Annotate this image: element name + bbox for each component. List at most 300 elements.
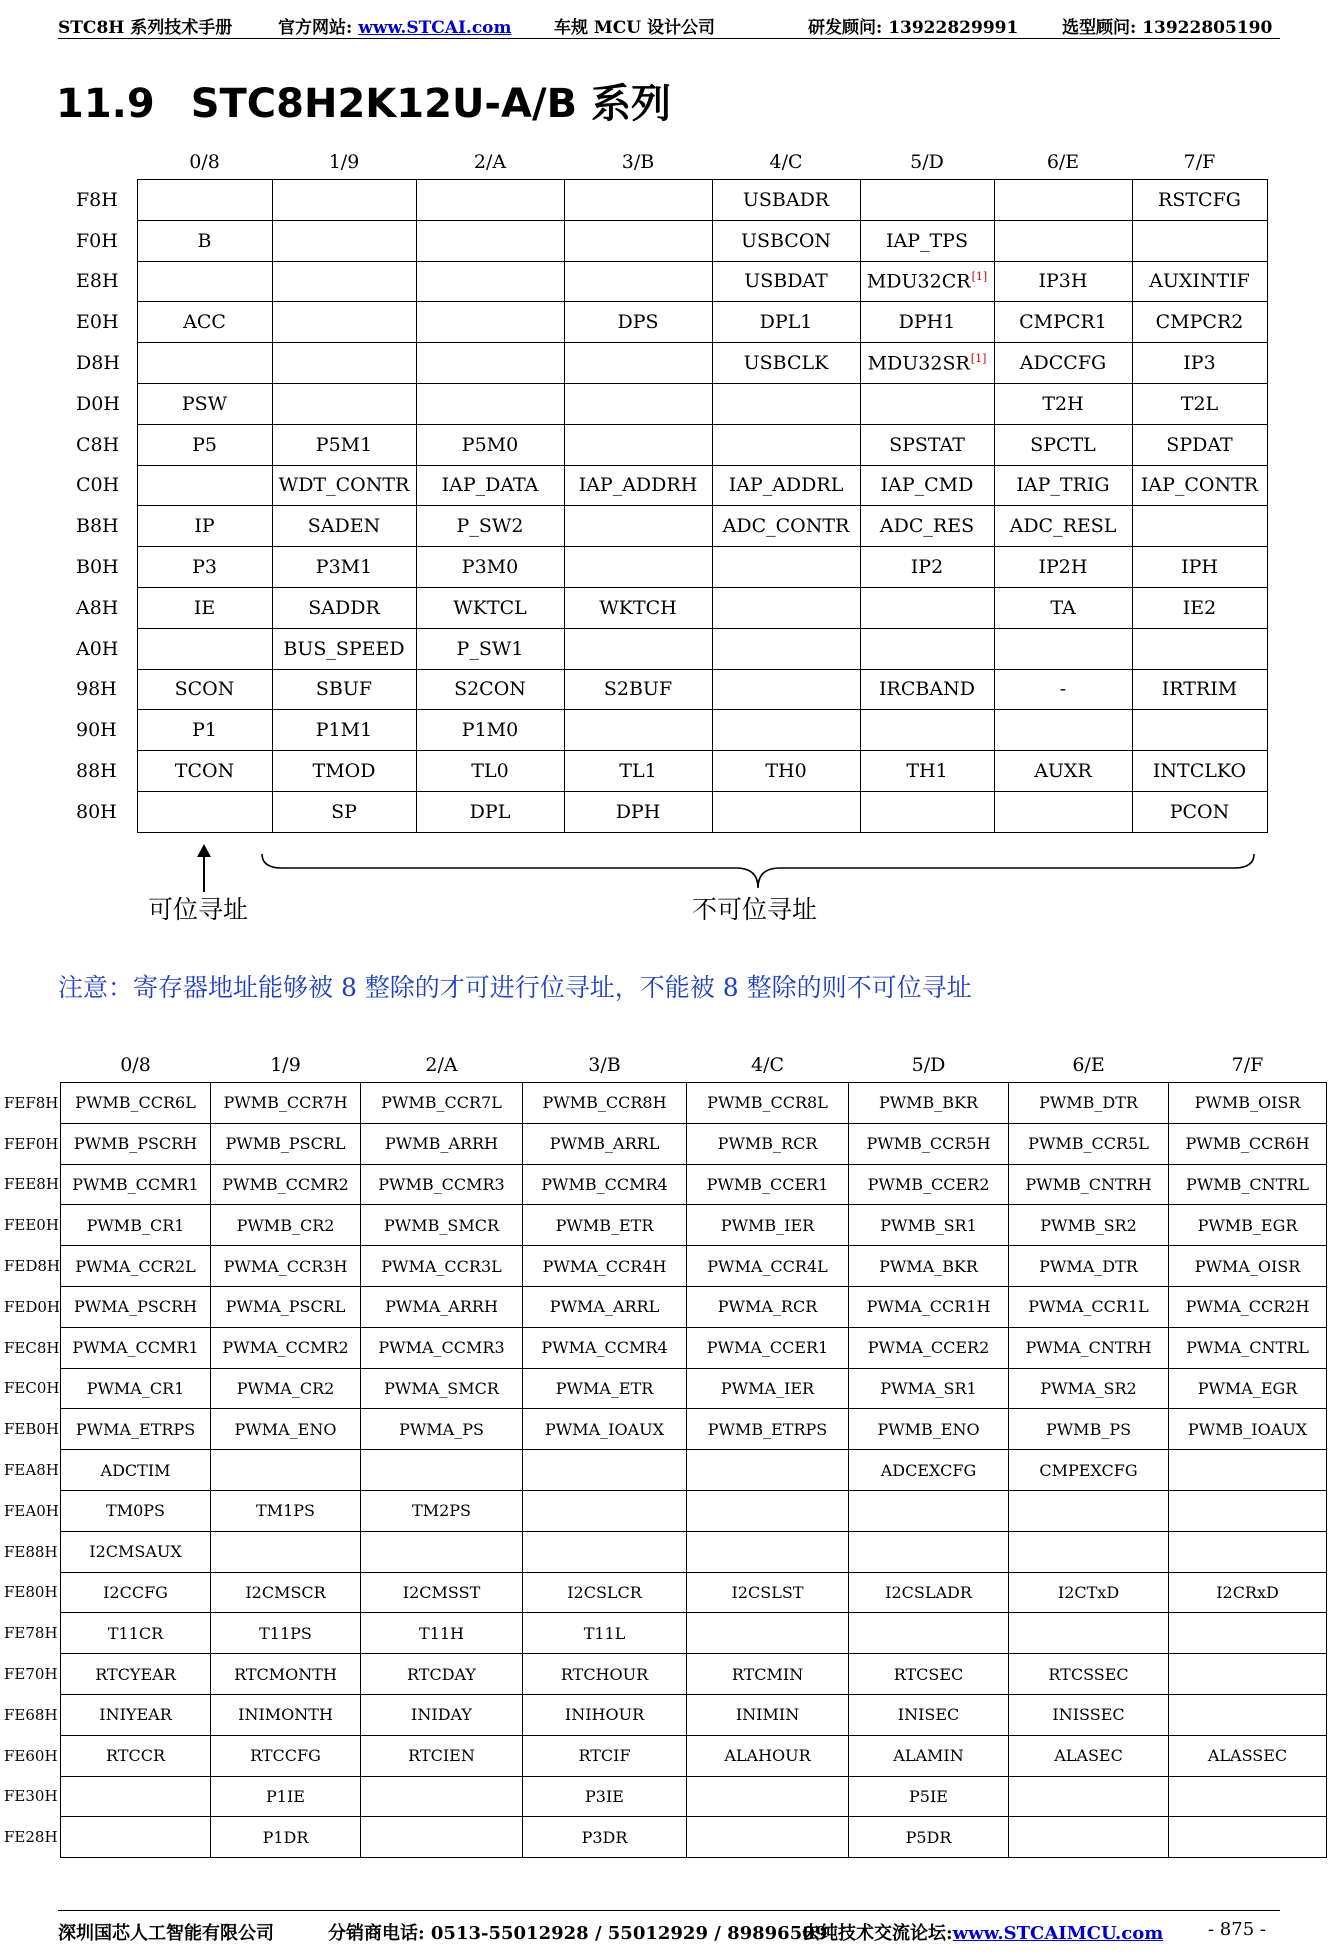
register-cell xyxy=(137,751,272,792)
register-name: P5IE xyxy=(909,1786,948,1806)
register-cell xyxy=(994,261,1132,302)
register-name: CMPEXCFG xyxy=(1039,1460,1138,1480)
register-cell xyxy=(272,506,416,547)
register-name: I2CTxD xyxy=(1057,1582,1120,1602)
register-name: TMOD xyxy=(312,760,376,783)
footnote-mark: [1] xyxy=(970,351,987,365)
register-cell xyxy=(1132,180,1267,221)
corner xyxy=(2,1048,61,1083)
table-row xyxy=(2,1613,1327,1654)
register-name: PCON xyxy=(1169,800,1230,823)
register-cell xyxy=(712,669,860,710)
register-cell xyxy=(849,1776,1009,1817)
register-cell xyxy=(1132,302,1267,343)
register-cell xyxy=(687,1817,849,1858)
table-row xyxy=(2,1368,1327,1409)
register-name: PWMA_PS xyxy=(399,1419,484,1439)
register-cell xyxy=(416,220,564,261)
register-name: TM1PS xyxy=(256,1501,315,1521)
register-cell xyxy=(211,1613,361,1654)
table-row xyxy=(2,1164,1327,1205)
row-address: C0H xyxy=(76,474,120,497)
register-name: RTCYEAR xyxy=(95,1664,176,1684)
register-name: P3IE xyxy=(585,1786,624,1806)
register-name: INISSEC xyxy=(1052,1705,1125,1725)
register-name: PWMA_CCR2H xyxy=(1185,1297,1310,1317)
register-name: T11L xyxy=(583,1623,626,1643)
register-cell xyxy=(994,220,1132,261)
table-row xyxy=(2,1450,1327,1491)
register-name: PWMB_SMCR xyxy=(384,1215,499,1235)
column-header: 6/E xyxy=(1072,1054,1105,1076)
row-address: FEE0H xyxy=(4,1216,59,1235)
register-cell xyxy=(994,424,1132,465)
register-cell xyxy=(1009,1776,1169,1817)
row-address: FEA8H xyxy=(4,1461,59,1480)
register-cell xyxy=(211,1327,361,1368)
register-cell xyxy=(361,1368,523,1409)
register-cell xyxy=(61,1694,211,1735)
register-name: PWMA_IER xyxy=(720,1378,815,1398)
register-name: ADCEXCFG xyxy=(880,1460,977,1480)
row-address: FE28H xyxy=(4,1828,58,1847)
register-name: IPH xyxy=(1181,556,1218,579)
row-address: B8H xyxy=(76,515,119,538)
register-name: PWMB_OISR xyxy=(1194,1093,1301,1113)
table-row xyxy=(2,1490,1327,1531)
note-text: 注意：寄存器地址能够被 8 整除的才可进行位寻址，不能被 8 整除的则不可位寻址 xyxy=(58,973,972,1002)
table-row xyxy=(62,383,1267,424)
register-name: I2CSLADR xyxy=(885,1582,972,1602)
register-name: PWMA_CCER1 xyxy=(706,1338,829,1358)
register-cell xyxy=(523,1450,687,1491)
register-cell xyxy=(849,1123,1009,1164)
register-cell xyxy=(849,1572,1009,1613)
register-name: ALASEC xyxy=(1054,1746,1123,1766)
register-cell xyxy=(272,669,416,710)
register-name: DPH1 xyxy=(898,311,956,334)
register-cell xyxy=(211,1776,361,1817)
register-name: SBUF xyxy=(315,678,373,701)
register-name: PWMA_CCR2L xyxy=(75,1256,196,1276)
register-name: INIMIN xyxy=(735,1705,800,1725)
register-name: IAP_TPS xyxy=(886,229,968,252)
register-name: IAP_ADDRH xyxy=(578,474,698,497)
register-cell xyxy=(1169,1735,1327,1776)
column-header: 1/9 xyxy=(328,151,360,173)
register-name: PWMA_PSCRL xyxy=(225,1297,346,1317)
register-cell xyxy=(1009,1531,1169,1572)
register-name: PWMA_CCMR4 xyxy=(541,1338,668,1358)
register-cell xyxy=(1009,1572,1169,1613)
register-name: T2L xyxy=(1180,392,1219,415)
register-name: PWMA_CCMR3 xyxy=(378,1338,505,1358)
register-cell xyxy=(137,587,272,628)
row-address: FE78H xyxy=(4,1624,58,1643)
register-cell xyxy=(416,587,564,628)
register-cell xyxy=(712,791,860,832)
register-name: PWMB_CR2 xyxy=(236,1215,335,1235)
register-cell xyxy=(564,383,712,424)
section-text: STC8H2K12U-A/B 系列 xyxy=(190,81,672,127)
row-address: FE88H xyxy=(4,1542,58,1561)
register-name: IAP_CMD xyxy=(880,474,974,497)
register-cell xyxy=(564,710,712,751)
register-name: PWMA_ENO xyxy=(234,1419,337,1439)
row-address: FEC0H xyxy=(4,1379,60,1398)
table-row xyxy=(62,710,1267,751)
register-name: - xyxy=(1059,678,1067,701)
footer-forum xyxy=(802,1919,1163,1945)
row-address: 88H xyxy=(76,760,117,783)
register-cell xyxy=(687,1327,849,1368)
row-address: F8H xyxy=(76,188,118,211)
register-cell xyxy=(1009,1205,1169,1246)
register-cell xyxy=(687,1490,849,1531)
register-cell xyxy=(272,343,416,384)
register-name: P1M1 xyxy=(315,719,373,742)
register-name: RTCIF xyxy=(578,1746,631,1766)
row-address: FEA0H xyxy=(4,1501,59,1520)
register-name: PWMA_PSCRH xyxy=(73,1297,198,1317)
row-address: 98H xyxy=(76,678,117,701)
table-row xyxy=(2,1654,1327,1695)
register-cell xyxy=(361,1286,523,1327)
register-cell xyxy=(687,1409,849,1450)
register-name: I2CMSST xyxy=(402,1582,481,1602)
forum-label: 去纯技术交流论坛: xyxy=(802,1923,953,1944)
register-name: P1M0 xyxy=(461,719,519,742)
register-cell xyxy=(361,1083,523,1124)
register-cell xyxy=(564,791,712,832)
register-name: PWMA_CCER2 xyxy=(867,1338,990,1358)
register-name: IP3H xyxy=(1038,270,1088,293)
register-cell xyxy=(272,710,416,751)
register-cell xyxy=(137,628,272,669)
register-cell xyxy=(61,1450,211,1491)
register-cell xyxy=(211,1083,361,1124)
register-cell xyxy=(1009,1817,1169,1858)
register-cell xyxy=(1132,343,1267,384)
register-cell xyxy=(272,302,416,343)
register-cell xyxy=(849,1286,1009,1327)
register-cell xyxy=(860,669,994,710)
register-cell xyxy=(564,424,712,465)
register-cell xyxy=(523,1613,687,1654)
register-cell xyxy=(361,1205,523,1246)
register-cell xyxy=(1009,1286,1169,1327)
page-footer xyxy=(58,1910,1280,1947)
table-row xyxy=(2,1123,1327,1164)
register-name: PWMA_SR2 xyxy=(1040,1378,1137,1398)
register-name: PWMA_CCR1L xyxy=(1028,1297,1149,1317)
register-cell xyxy=(137,220,272,261)
register-cell xyxy=(61,1490,211,1531)
register-cell xyxy=(1132,383,1267,424)
register-name: MDU32SR xyxy=(867,352,970,375)
register-cell xyxy=(994,180,1132,221)
column-header: 0/8 xyxy=(120,1054,151,1076)
register-cell xyxy=(211,1450,361,1491)
register-cell xyxy=(860,220,994,261)
register-cell xyxy=(849,1613,1009,1654)
register-cell xyxy=(416,751,564,792)
register-cell xyxy=(61,1613,211,1654)
register-name: IE xyxy=(193,596,216,619)
register-name: PWMB_CCMR4 xyxy=(541,1174,668,1194)
register-cell xyxy=(687,1205,849,1246)
register-cell xyxy=(1009,1246,1169,1287)
register-cell xyxy=(361,1327,523,1368)
register-cell xyxy=(712,710,860,751)
register-cell xyxy=(994,791,1132,832)
register-name: PWMA_CCR4L xyxy=(707,1256,828,1276)
row-address: E8H xyxy=(76,270,119,293)
register-cell xyxy=(137,261,272,302)
register-cell xyxy=(687,1286,849,1327)
register-cell xyxy=(211,1164,361,1205)
register-cell xyxy=(687,1246,849,1287)
company-slogan: 车规 MCU 设计公司 xyxy=(554,18,716,38)
register-cell xyxy=(523,1654,687,1695)
register-cell xyxy=(523,1776,687,1817)
register-cell xyxy=(272,424,416,465)
register-name: INIDAY xyxy=(411,1705,472,1725)
table-row xyxy=(62,343,1267,384)
register-name: B xyxy=(197,229,212,252)
register-name: USBCON xyxy=(740,229,832,252)
register-cell xyxy=(1009,1409,1169,1450)
register-cell xyxy=(564,343,712,384)
register-cell xyxy=(564,628,712,669)
register-name: ALASSEC xyxy=(1207,1746,1288,1766)
register-cell xyxy=(1132,587,1267,628)
row-address: FE70H xyxy=(4,1665,58,1684)
register-name: PWMA_BKR xyxy=(879,1256,978,1276)
register-cell xyxy=(849,1531,1009,1572)
register-name: PWMA_CCMR2 xyxy=(222,1338,349,1358)
register-cell xyxy=(361,1776,523,1817)
register-name: P1 xyxy=(192,719,217,742)
dev-advisor: 研发顾问: 13922829991 xyxy=(808,18,1019,38)
register-name: WDT_CONTR xyxy=(278,474,410,497)
register-name: SPSTAT xyxy=(889,433,965,456)
register-name: AUXINTIF xyxy=(1149,270,1250,293)
register-name: PWMB_CCR7H xyxy=(223,1093,348,1113)
register-cell xyxy=(272,220,416,261)
register-cell xyxy=(994,383,1132,424)
register-name: P1DR xyxy=(262,1827,309,1847)
register-name: ALAMIN xyxy=(893,1746,964,1766)
table-row xyxy=(62,261,1267,302)
register-cell xyxy=(860,710,994,751)
table-row xyxy=(2,1246,1327,1287)
column-header: 7/F xyxy=(1183,151,1216,173)
register-name: IAP_ADDRL xyxy=(728,474,844,497)
register-cell xyxy=(687,1735,849,1776)
register-cell xyxy=(61,1572,211,1613)
register-name: SADEN xyxy=(307,515,381,538)
register-cell xyxy=(361,1409,523,1450)
website-link[interactable]: www.STCAI.com xyxy=(358,18,512,38)
register-name: RTCHOUR xyxy=(560,1664,649,1684)
table-row xyxy=(2,1776,1327,1817)
register-cell xyxy=(61,1776,211,1817)
register-name: DPL1 xyxy=(759,311,813,334)
register-name: TH1 xyxy=(906,760,948,783)
register-name: PWMB_CCR8H xyxy=(542,1093,667,1113)
register-cell xyxy=(564,506,712,547)
register-name: RTCMONTH xyxy=(234,1664,337,1684)
register-cell xyxy=(523,1368,687,1409)
register-name: PWMB_DTR xyxy=(1039,1093,1138,1113)
register-name: T11H xyxy=(419,1623,464,1643)
register-name: PWMB_BKR xyxy=(878,1093,979,1113)
register-cell xyxy=(211,1286,361,1327)
register-name: PWMA_OISR xyxy=(1194,1256,1301,1276)
column-header: 6/E xyxy=(1046,151,1080,173)
row-address: FE80H xyxy=(4,1583,58,1602)
register-cell xyxy=(860,383,994,424)
register-name: IAP_CONTR xyxy=(1140,474,1259,497)
register-cell xyxy=(1132,261,1267,302)
table-row xyxy=(62,302,1267,343)
register-cell xyxy=(416,465,564,506)
register-name: USBCLK xyxy=(743,352,829,375)
register-name: ACC xyxy=(183,311,226,334)
register-cell xyxy=(1132,791,1267,832)
register-cell xyxy=(137,710,272,751)
register-name: ADC_RESL xyxy=(1009,515,1117,538)
register-cell xyxy=(712,424,860,465)
sel-advisor: 选型顾问: 13922805190 xyxy=(1062,18,1273,38)
register-name: IRCBAND xyxy=(879,678,975,701)
register-name: RTCDAY xyxy=(407,1664,476,1684)
sfr-table xyxy=(62,145,1268,833)
register-cell xyxy=(137,669,272,710)
register-cell xyxy=(416,547,564,588)
register-cell xyxy=(1169,1123,1327,1164)
register-cell xyxy=(994,506,1132,547)
table-row xyxy=(62,465,1267,506)
register-name: WKTCL xyxy=(453,596,527,619)
register-cell xyxy=(211,1654,361,1695)
register-name: SPCTL xyxy=(1030,433,1096,456)
register-cell xyxy=(61,1654,211,1695)
register-name: PWMB_CCR8L xyxy=(707,1093,828,1113)
table-row xyxy=(2,1735,1327,1776)
table-row xyxy=(62,669,1267,710)
register-cell xyxy=(687,1368,849,1409)
register-cell xyxy=(211,1205,361,1246)
column-header: 7/F xyxy=(1231,1054,1264,1076)
register-name: P5M1 xyxy=(315,433,373,456)
register-cell xyxy=(523,1409,687,1450)
register-name: RTCSEC xyxy=(893,1664,964,1684)
register-name: PWMA_RCR xyxy=(717,1297,818,1317)
row-address: D8H xyxy=(76,352,120,375)
register-cell xyxy=(523,1164,687,1205)
register-name: INIHOUR xyxy=(564,1705,645,1725)
register-cell xyxy=(849,1327,1009,1368)
register-cell xyxy=(1009,1450,1169,1491)
row-address: FEC8H xyxy=(4,1338,60,1357)
register-cell xyxy=(523,1572,687,1613)
column-header: 2/A xyxy=(425,1054,458,1076)
register-name: PWMB_PS xyxy=(1045,1419,1132,1439)
register-name: TA xyxy=(1050,596,1076,619)
row-address: D0H xyxy=(76,392,120,415)
footer-phone: 分销商电话: 0513-55012928 / 55012929 / 89896509 xyxy=(328,1923,828,1944)
register-cell xyxy=(1169,1450,1327,1491)
register-cell xyxy=(272,751,416,792)
register-cell xyxy=(1169,1164,1327,1205)
register-cell xyxy=(687,1694,849,1735)
register-cell xyxy=(1009,1164,1169,1205)
register-cell xyxy=(860,628,994,669)
row-address: FE68H xyxy=(4,1705,58,1724)
register-name: SP xyxy=(331,800,357,823)
register-cell xyxy=(687,1164,849,1205)
register-name: PWMA_CR2 xyxy=(236,1378,335,1398)
register-name: USBADR xyxy=(742,188,830,211)
register-cell xyxy=(523,1490,687,1531)
register-name: PWMB_CCR7L xyxy=(381,1093,502,1113)
column-header: 2/A xyxy=(473,151,507,173)
register-name: TM0PS xyxy=(106,1501,165,1521)
register-cell xyxy=(860,465,994,506)
register-name: T11PS xyxy=(259,1623,312,1643)
register-cell xyxy=(1009,1327,1169,1368)
register-name: PWMB_CCMR3 xyxy=(378,1174,505,1194)
register-cell xyxy=(860,791,994,832)
row-address: E0H xyxy=(76,311,119,334)
register-name: S2BUF xyxy=(603,678,673,701)
register-cell xyxy=(523,1286,687,1327)
register-name: PWMB_IER xyxy=(720,1215,815,1235)
register-name: PWMA_CCR3L xyxy=(381,1256,502,1276)
register-name: ADC_RES xyxy=(879,515,975,538)
register-cell xyxy=(687,1776,849,1817)
register-cell xyxy=(272,587,416,628)
register-name: PWMB_ETRPS xyxy=(707,1419,828,1439)
register-cell xyxy=(994,710,1132,751)
forum-link[interactable]: www.STCAIMCU.com xyxy=(952,1923,1164,1944)
register-name: PWMB_SR2 xyxy=(1040,1215,1137,1235)
register-cell xyxy=(1132,465,1267,506)
register-name: ADC_CONTR xyxy=(722,515,850,538)
register-cell xyxy=(860,343,994,384)
register-name: P_SW2 xyxy=(456,515,524,538)
register-name: PSW xyxy=(181,392,228,415)
register-cell xyxy=(564,751,712,792)
non-bit-addressable-label: 不可位寻址 xyxy=(692,895,818,924)
table-row xyxy=(2,1083,1327,1124)
register-name: PWMB_CCR6L xyxy=(75,1093,196,1113)
register-name: PWMA_CCMR1 xyxy=(72,1338,199,1358)
register-name: MDU32CR xyxy=(866,270,971,293)
register-cell xyxy=(564,180,712,221)
register-cell xyxy=(860,424,994,465)
register-name: PWMB_CCER1 xyxy=(706,1174,829,1194)
register-name: PWMB_ARRL xyxy=(549,1134,660,1154)
register-cell xyxy=(712,506,860,547)
register-cell xyxy=(137,343,272,384)
register-cell xyxy=(712,628,860,669)
row-address: 90H xyxy=(76,719,117,742)
row-address: FE60H xyxy=(4,1746,58,1765)
register-cell xyxy=(1009,1654,1169,1695)
